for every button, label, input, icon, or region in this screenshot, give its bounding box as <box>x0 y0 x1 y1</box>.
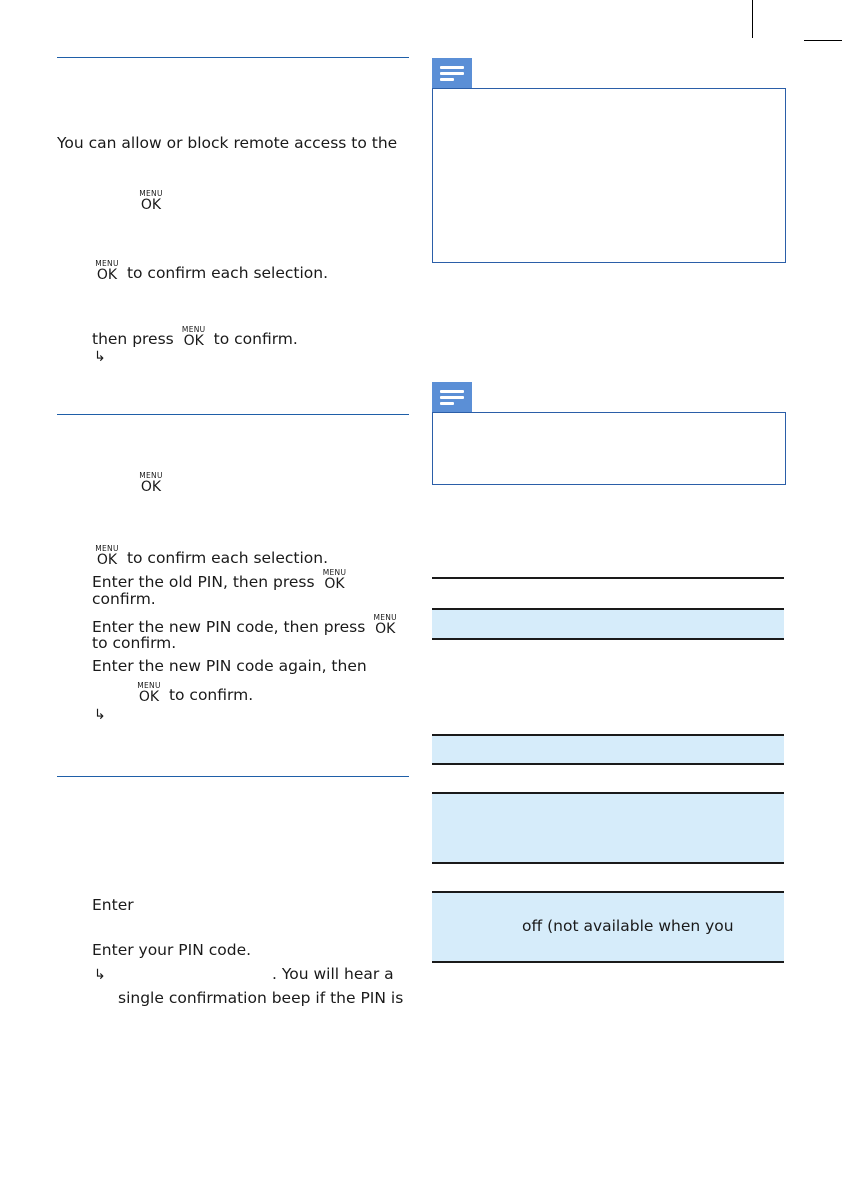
step-enter-pin: Enter your PIN code. <box>92 941 252 959</box>
step-enter: Enter <box>92 896 134 914</box>
note-icon <box>432 382 472 412</box>
step-then-press: then press MENU OK to confirm. <box>92 325 298 349</box>
crop-mark-right-top <box>804 40 842 41</box>
menu-ok-icon: MENU OK <box>181 325 206 349</box>
table-rule <box>432 862 784 864</box>
section-rule-3 <box>57 776 409 777</box>
step-again-cont: MENU OK to confirm. <box>137 681 254 705</box>
section-rule-1 <box>57 57 409 58</box>
step-new-pin-cont: to confirm. <box>92 634 177 652</box>
table-rule <box>432 638 784 640</box>
table-cell-text: off (not available when you <box>522 917 734 935</box>
note-icon <box>432 58 472 88</box>
note-box-2 <box>432 412 786 485</box>
table-row-shaded <box>432 735 784 764</box>
step-confirm-1 <box>92 260 328 282</box>
menu-ok-icon: MENU OK <box>139 189 163 213</box>
note-box-1 <box>432 88 786 263</box>
menu-ok-icon: MENU OK <box>322 568 347 592</box>
result-arrow-icon: ↳ <box>94 707 106 723</box>
table-rule <box>432 792 784 794</box>
table-row-shaded <box>432 793 784 862</box>
result-arrow-icon: ↳ <box>94 967 106 983</box>
menu-ok-icon: MENU OK <box>95 544 119 568</box>
crop-mark-top-right <box>752 0 753 38</box>
table-rule <box>432 763 784 765</box>
result-text-1: . You will hear a <box>272 965 394 983</box>
result-arrow-icon: ↳ <box>94 349 106 365</box>
table-row-shaded <box>432 609 784 638</box>
section-rule-2 <box>57 414 409 415</box>
menu-ok-icon: MENU OK <box>137 681 161 705</box>
step-new-pin: Enter the new PIN code, then press MENU OK <box>92 613 397 637</box>
step-confirm-2: MENU OK to confirm each selection. <box>95 544 329 568</box>
step-old-pin-cont: confirm. <box>92 590 156 608</box>
table-rule <box>432 734 784 736</box>
table-rule <box>432 891 784 893</box>
table-rule <box>432 961 784 963</box>
step-again: Enter the new PIN code again, then <box>92 657 367 675</box>
result-text-2: single confirmation beep if the PIN is <box>118 989 404 1007</box>
menu-ok-icon: MENU OK <box>373 613 397 637</box>
menu-ok-icon: MENU OK <box>139 471 163 495</box>
step-old-pin: Enter the old PIN, then press MENU OK <box>92 568 347 592</box>
step-text: to confirm each selection. <box>126 264 329 282</box>
table-rule <box>432 608 784 610</box>
intro-text: You can allow or block remote access to the <box>57 134 398 152</box>
menu-ok-icon: MENU OK <box>95 259 119 283</box>
table-rule <box>432 577 784 579</box>
